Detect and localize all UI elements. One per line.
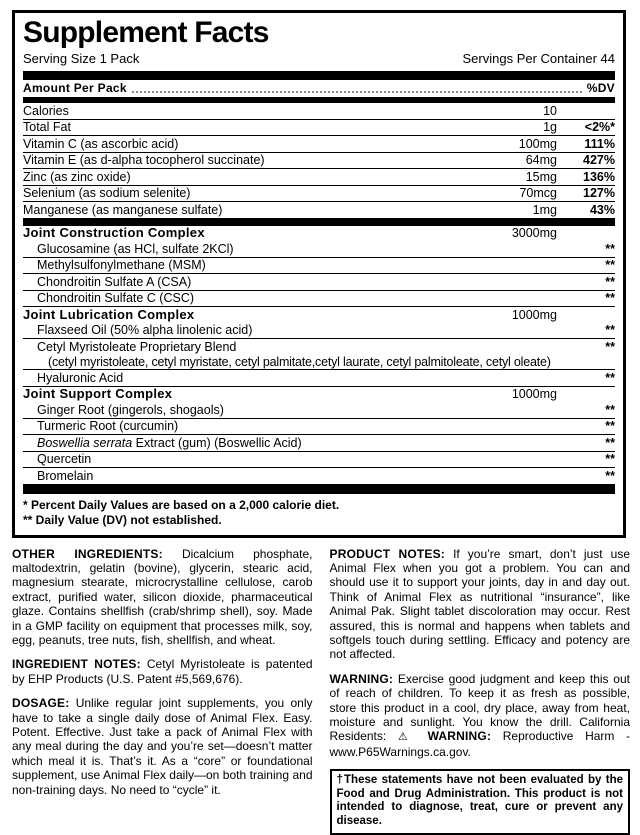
ingredient-name: Turmeric Root (curcumin) xyxy=(23,419,487,434)
panel-title: Supplement Facts xyxy=(23,16,615,50)
dosage-label: DOSAGE: xyxy=(12,696,69,710)
ingredient-row xyxy=(23,290,615,307)
ingredient-row xyxy=(23,257,615,274)
ingredient-daily-value: ** xyxy=(557,323,615,338)
ingredient-name: Total Fat xyxy=(23,120,487,135)
ingredient-daily-value xyxy=(557,308,615,323)
warning-label: WARNING: xyxy=(330,672,394,686)
ingredient-row xyxy=(23,103,615,119)
ingredient-row xyxy=(23,119,615,136)
ingredient-daily-value xyxy=(557,387,615,402)
warning-paragraph: WARNING: Exercise good judgment and keep this out of reach of children. To keep it as fresh as possible, store this product in a cool, dry place, away from heat, moisture and sunlight. You know the drill. California Residents: ⚠ WARNING: Reproductive Harm - www.P65Warnings.ca.gov. xyxy=(330,672,631,759)
other-ingredients-paragraph: OTHER INGREDIENTS: Dicalcium phosphate, maltodextrin, gelatin (bovine), glycerin, stearic acid, magnesium stearate, microcrystalline cellulose, carob extract, purified water, silicon dioxide, pharmaceutical glaze. Contains shellfish (crab/shrimp shell), soy. Made in a GMP facility on equipment that processes milk, soy, egg, peanuts, tree nuts, fish, shellfish, and wheat. xyxy=(12,547,313,648)
ingredient-row xyxy=(23,168,615,185)
ingredient-amount: 100mg xyxy=(487,137,557,152)
ingredient-amount: 1mg xyxy=(487,203,557,218)
footnote-daily-values: * Percent Daily Values are based on a 2,000 calorie diet. xyxy=(23,498,615,513)
ingredient-amount xyxy=(487,469,557,484)
ingredient-name: Bromelain xyxy=(23,469,487,484)
ingredient-name: Boswellia serrata Extract (gum) (Boswellic Acid) xyxy=(23,436,487,451)
nutrients-section xyxy=(23,103,615,218)
prop65-warning-label: WARNING: xyxy=(428,729,492,743)
ingredient-row xyxy=(23,338,615,369)
ingredient-row xyxy=(23,467,615,484)
ingredient-amount xyxy=(487,258,557,273)
ingredient-name: Manganese (as manganese sulfate) xyxy=(23,203,487,218)
dv-column-header: %DV xyxy=(587,80,615,97)
ingredient-name: Hyaluronic Acid xyxy=(23,371,487,386)
ingredient-daily-value: ** xyxy=(557,469,615,484)
ingredient-daily-value: ** xyxy=(557,452,615,467)
ingredient-row xyxy=(23,185,615,202)
notes-right-column xyxy=(330,547,631,835)
ingredient-amount: 1000mg xyxy=(487,308,557,323)
ingredient-name: Vitamin C (as ascorbic acid) xyxy=(23,137,487,152)
product-notes-paragraph: PRODUCT NOTES: If you’re smart, don’t just use Animal Flex when you got a problem. You can and should use it to support your joints, day in and day out. Think of Animal Flex as nutritional “insurance”, like Animal Pak. Slight tablet discoloration may occur. Rest assured, this is normal and happens when tablets and softgels touch during settling. Efficacy and potency are not affected. xyxy=(330,547,631,662)
ingredient-row xyxy=(23,306,615,323)
ingredient-daily-value xyxy=(557,104,615,119)
ingredient-daily-value: ** xyxy=(557,403,615,418)
ingredient-row xyxy=(23,226,615,242)
ingredient-name: Glucosamine (as HCl, sulfate 2KCl) xyxy=(23,242,487,257)
ingredient-row xyxy=(23,273,615,290)
ingredient-row xyxy=(23,201,615,218)
ingredient-amount xyxy=(487,275,557,290)
ingredient-name: Chondroitin Sulfate A (CSA) xyxy=(23,275,487,290)
footnotes xyxy=(23,494,615,530)
ingredient-amount xyxy=(487,242,557,257)
ingredient-amount xyxy=(487,403,557,418)
fda-disclaimer-text: †These statements have not been evaluated by the Food and Drug Administration. This product is not intended to diagnose, treat, cure or prevent any disease. xyxy=(337,774,624,828)
footnote-dv-not-established: ** Daily Value (DV) not established. xyxy=(23,513,615,528)
ingredient-daily-value: 427% xyxy=(557,153,615,168)
ingredient-row xyxy=(23,152,615,169)
ingredient-amount xyxy=(487,340,557,355)
ingredient-row xyxy=(23,241,615,257)
ingredient-row xyxy=(23,323,615,339)
ingredient-row xyxy=(23,386,615,403)
notes-columns xyxy=(12,547,630,835)
ingredient-amount xyxy=(487,371,557,386)
ingredient-daily-value: 43% xyxy=(557,203,615,218)
serving-row xyxy=(23,51,615,67)
ingredient-name: Chondroitin Sulfate C (CSC) xyxy=(23,291,487,306)
dosage-paragraph: DOSAGE: Unlike regular joint supplements, you only have to take a single daily dose of Animal Flex. Easy. Potent. Effective. Just take a pack of Animal Flex with any meal during the day and you’re set—doesn’t matter which meal it is. That’s it. As a “core” or foundational supplement, use Animal Flex daily—on both training and non-training days. No need to “cycle” it. xyxy=(12,696,313,797)
serving-size: Serving Size 1 Pack xyxy=(23,51,139,67)
ingredient-daily-value: ** xyxy=(557,340,615,355)
ingredient-daily-value: 136% xyxy=(557,170,615,185)
product-notes-label: PRODUCT NOTES: xyxy=(330,547,446,561)
ingredient-amount xyxy=(487,291,557,306)
divider-bar-mid xyxy=(23,218,615,226)
ingredient-row xyxy=(23,451,615,468)
ingredient-daily-value: ** xyxy=(557,371,615,386)
servings-per-container: Servings Per Container 44 xyxy=(463,51,615,67)
warning-triangle-icon: ⚠ xyxy=(398,731,416,743)
ingredient-name: Cetyl Myristoleate Proprietary Blend xyxy=(23,340,487,355)
ingredient-name: Joint Support Complex xyxy=(23,387,487,402)
divider-bar-top xyxy=(23,71,615,80)
supplement-facts-panel xyxy=(12,10,626,538)
ingredient-amount: 1000mg xyxy=(487,387,557,402)
ingredient-daily-value: ** xyxy=(557,419,615,434)
dotted-leader xyxy=(132,91,582,93)
ingredient-sub-components: (cetyl myristoleate, cetyl myristate, cetyl palmitate,cetyl laurate, cetyl palmitoleate, cetyl oleate) xyxy=(23,355,615,370)
notes-left-column xyxy=(12,547,313,835)
ingredient-name: Selenium (as sodium selenite) xyxy=(23,186,487,201)
other-ingredients-label: OTHER INGREDIENTS: xyxy=(12,547,163,561)
ingredient-amount: 3000mg xyxy=(487,226,557,241)
ingredient-row xyxy=(23,418,615,435)
ingredient-amount: 15mg xyxy=(487,170,557,185)
ingredient-daily-value: <2%* xyxy=(557,120,615,135)
ingredient-notes-label: INGREDIENT NOTES: xyxy=(12,657,141,671)
ingredient-name: Ginger Root (gingerols, shogaols) xyxy=(23,403,487,418)
ingredient-daily-value: ** xyxy=(557,242,615,257)
ingredient-daily-value xyxy=(557,226,615,241)
ingredient-amount: 64mg xyxy=(487,153,557,168)
ingredient-row xyxy=(23,434,615,451)
divider-bar-bottom xyxy=(23,484,615,494)
fda-disclaimer-box xyxy=(330,769,631,835)
ingredient-name: Joint Construction Complex xyxy=(23,226,487,241)
ingredient-row xyxy=(23,402,615,418)
ingredient-daily-value: ** xyxy=(557,275,615,290)
ingredient-name: Calories xyxy=(23,104,487,119)
ingredient-name: Flaxseed Oil (50% alpha linolenic acid) xyxy=(23,323,487,338)
ingredient-row xyxy=(23,369,615,386)
ingredient-amount: 1g xyxy=(487,120,557,135)
ingredient-amount xyxy=(487,419,557,434)
ingredient-amount: 70mcg xyxy=(487,186,557,201)
prop65-warning-text: Reproductive Harm - www.P65Warnings.ca.gov. xyxy=(330,729,631,758)
ingredient-amount xyxy=(487,452,557,467)
ingredient-name-italic: Boswellia serrata xyxy=(37,436,132,450)
column-header-row xyxy=(23,80,615,97)
complexes-section xyxy=(23,226,615,484)
ingredient-name: Vitamin E (as d-alpha tocopherol succinate) xyxy=(23,153,487,168)
ingredient-name: Joint Lubrication Complex xyxy=(23,308,487,323)
ingredient-amount xyxy=(487,323,557,338)
ingredient-daily-value: 111% xyxy=(557,137,615,152)
ingredient-amount: 10 xyxy=(487,104,557,119)
ingredient-notes-paragraph: INGREDIENT NOTES: Cetyl Myristoleate is patented by EHP Products (U.S. Patent #5,569,676). xyxy=(12,657,313,686)
ingredient-row xyxy=(23,135,615,152)
ingredient-name: Quercetin xyxy=(23,452,487,467)
amount-column-header: Amount Per Pack xyxy=(23,80,127,97)
ingredient-name: Zinc (as zinc oxide) xyxy=(23,170,487,185)
ingredient-daily-value: ** xyxy=(557,436,615,451)
ingredient-amount xyxy=(487,436,557,451)
ingredient-daily-value: 127% xyxy=(557,186,615,201)
ingredient-daily-value: ** xyxy=(557,291,615,306)
ingredient-name: Methylsulfonylmethane (MSM) xyxy=(23,258,487,273)
ingredient-daily-value: ** xyxy=(557,258,615,273)
